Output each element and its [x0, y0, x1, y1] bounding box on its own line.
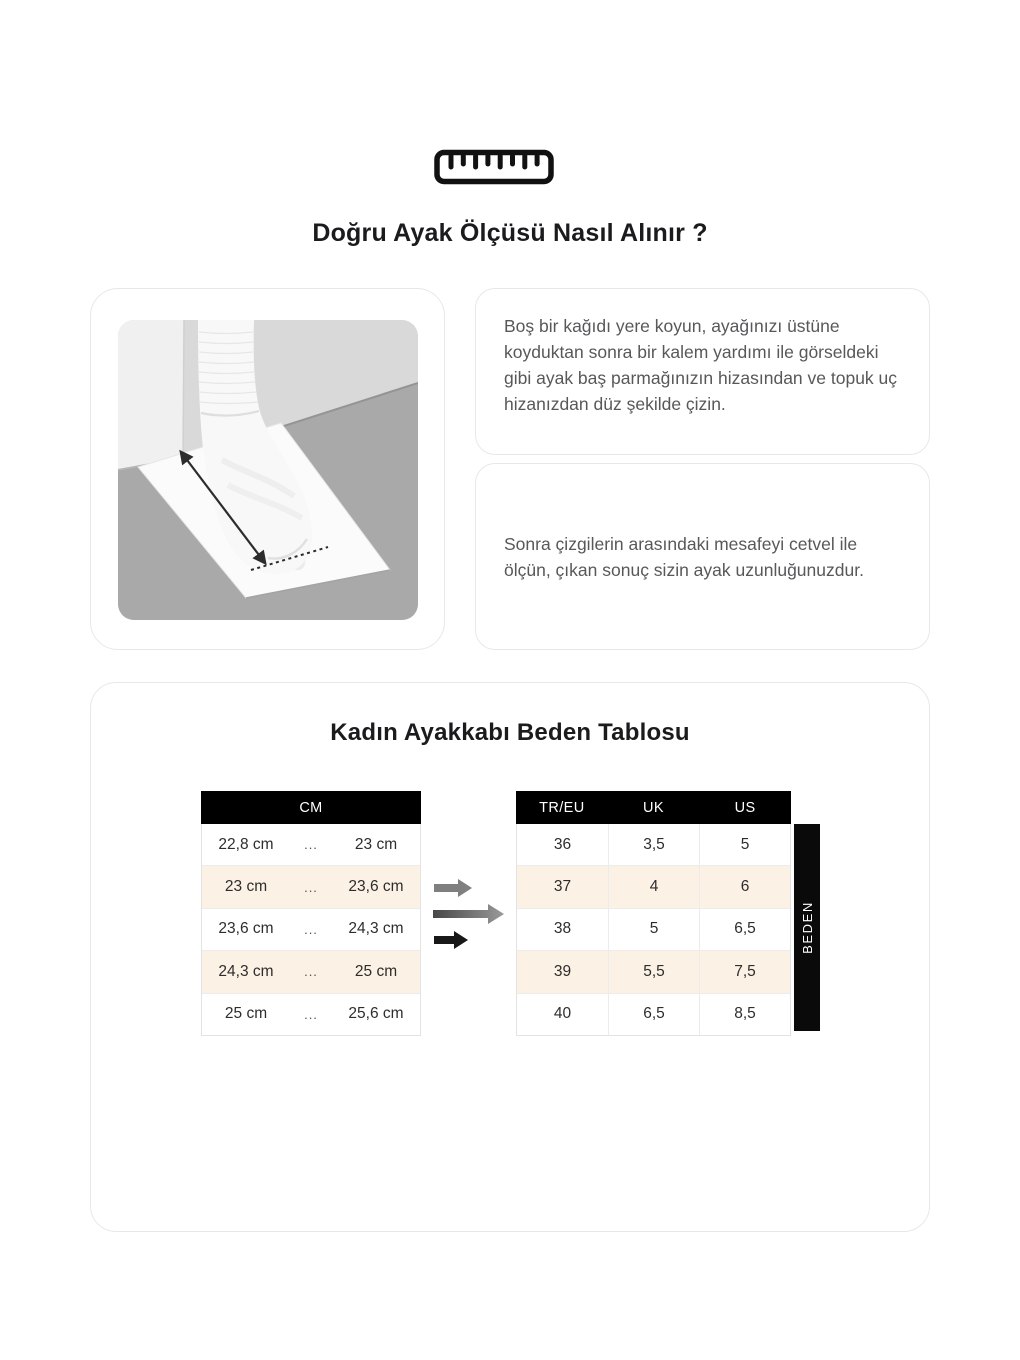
uk-value: 5: [608, 909, 699, 950]
range-dots: ...: [304, 964, 318, 980]
range-dots: ...: [304, 921, 318, 937]
instruction-text-step2: Sonra çizgilerin arasındaki mesafeyi cetvel ile ölçün, çıkan sonuç sizin ayak uzunluğunuzdur.: [504, 533, 864, 580]
instruction-text-step1: Boş bir kağıdı yere koyun, ayağınızı üstüne koyduktan sonra bir kalem yardımı ile görseldeki gibi ayak baş parmağınızın hizasından ve topuk uç hizanızdan düz şekilde çizin.: [504, 316, 898, 414]
cm-table-row: [202, 865, 420, 907]
size-table-row: [517, 950, 790, 992]
measurement-photo-card: [90, 288, 445, 650]
cm-table-row: [202, 950, 420, 992]
cm-max: 25,6 cm: [348, 1005, 404, 1023]
uk-value: 4: [608, 866, 699, 907]
header-uk: UK: [643, 799, 664, 816]
tr-eu-value: 39: [553, 962, 572, 980]
cm-table-row: [202, 908, 420, 950]
size-table-row: [517, 865, 790, 907]
tr-eu-value: 37: [553, 878, 572, 896]
cm-max: 23,6 cm: [348, 878, 404, 896]
cm-table-row: [202, 824, 420, 865]
cm-min: 24,3 cm: [218, 962, 274, 980]
header-us: US: [734, 799, 756, 816]
uk-value: 3,5: [608, 824, 699, 865]
size-table-row: [517, 824, 790, 865]
size-table-row: [517, 908, 790, 950]
ruler-icon: [433, 148, 555, 186]
header-tr-eu: TR/EU: [539, 799, 585, 816]
us-value: 7,5: [699, 951, 790, 992]
size-chart-title: Kadın Ayakkabı Beden Tablosu: [330, 719, 690, 746]
us-value: 8,5: [699, 994, 790, 1035]
tr-eu-value: 36: [553, 835, 572, 853]
size-conversion-table: [516, 791, 791, 1036]
range-dots: ...: [304, 1006, 318, 1022]
beden-side-label: [794, 824, 820, 1031]
range-dots: ...: [304, 837, 318, 853]
beden-label-text: BEDEN: [799, 901, 815, 954]
us-value: 6: [699, 866, 790, 907]
cm-min: 23 cm: [224, 878, 268, 896]
us-value: 6,5: [699, 909, 790, 950]
tr-eu-value: 40: [553, 1005, 572, 1023]
instruction-card-step2: [475, 463, 930, 650]
instruction-card-step1: [475, 288, 930, 455]
uk-value: 5,5: [608, 951, 699, 992]
cm-table-header: CM: [201, 791, 421, 824]
size-table-row: [517, 993, 790, 1035]
cm-max: 25 cm: [354, 962, 398, 980]
cm-max: 24,3 cm: [348, 920, 404, 938]
us-value: 5: [699, 824, 790, 865]
cm-min: 25 cm: [224, 1005, 268, 1023]
range-dots: ...: [304, 879, 318, 895]
conversion-arrows-icon: [429, 867, 513, 963]
size-chart-card: [90, 682, 930, 1232]
cm-table-row: [202, 993, 420, 1035]
foot-measurement-photo: [118, 320, 418, 620]
cm-min: 22,8 cm: [218, 835, 274, 853]
uk-value: 6,5: [608, 994, 699, 1035]
tr-eu-value: 38: [553, 920, 572, 938]
cm-table: [201, 791, 421, 1036]
cm-max: 23 cm: [354, 835, 398, 853]
cm-min: 23,6 cm: [218, 920, 274, 938]
page-title: Doğru Ayak Ölçüsü Nasıl Alınır ?: [312, 219, 708, 247]
size-table-header-row: [516, 791, 791, 824]
